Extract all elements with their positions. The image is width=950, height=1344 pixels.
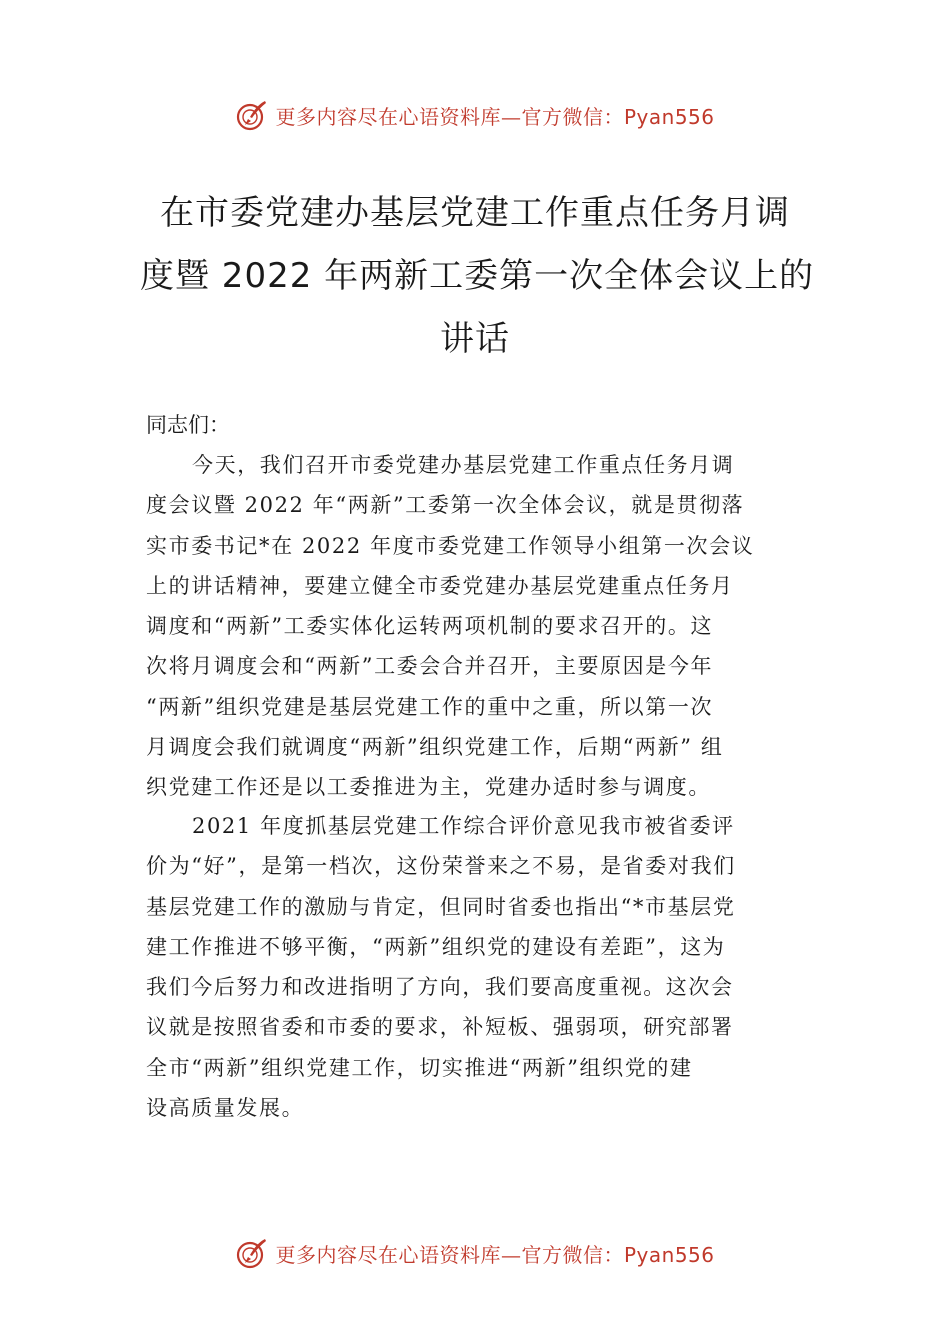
- salutation: 同志们：: [146, 413, 230, 437]
- watermark-wechat-label: —官方微信：: [500, 104, 624, 129]
- quill-seal-icon: [235, 98, 269, 132]
- text-line: 月调度会我们就调度“两新”组织党建工作，后期“两新” 组: [146, 735, 724, 760]
- text-line: “两新”组织党建是基层党建工作的重中之重，所以第一次: [146, 694, 714, 719]
- text-line: 我们今后努力和改进指明了方向，我们要高度重视。这次会: [146, 975, 734, 1000]
- text-line: 今天，我们召开市委党建办基层党建工作重点任务月调: [192, 453, 735, 477]
- title-line: 讲话: [440, 319, 510, 359]
- text-line: 建工作推进不够平衡，“两新”组织党的建设有差距”，这为: [146, 934, 726, 959]
- text-line: 调度和“两新”工委实体化运转两项机制的要求召开的。这: [146, 614, 714, 639]
- paragraph-1: [146, 445, 816, 808]
- watermark-library-name: 更多内容尽在心语资料库: [275, 1242, 501, 1267]
- header-watermark: [0, 95, 950, 135]
- text-line: 度会议暨 2022 年“两新”工委第一次全体会议，就是贯彻落: [146, 493, 745, 518]
- text-line: 上的讲话精神，要建立健全市委党建办基层党建重点任务月: [146, 573, 734, 598]
- quill-seal-icon: [235, 1236, 269, 1270]
- text-line: 2021 年度抓基层党建工作综合评价意见我市被省委评: [192, 814, 735, 838]
- text-line: 价为“好”，是第一档次，这份荣誉来之不易，是省委对我们: [146, 854, 736, 879]
- watermark-text: [275, 1239, 714, 1268]
- watermark-wechat-id: Pyan556: [623, 1242, 715, 1267]
- text-line: 基层党建工作的激励与肯定，但同时省委也指出“*市基层党: [146, 894, 736, 919]
- text-line: 全市“两新”组织党建工作，切实推进“两新”组织党的建: [146, 1055, 693, 1080]
- text-line: 次将月调度会和“两新”工委会合并召开，主要原因是今年: [146, 654, 714, 679]
- text-line: 设高质量发展。: [146, 1096, 305, 1121]
- title-line: 在市委党建办基层党建工作重点任务月调: [160, 193, 790, 233]
- text-line: 织党建工作还是以工委推进为主，党建办适时参与调度。: [146, 775, 711, 800]
- text-line: 实市委书记*在 2022 年度市委党建工作领导小组第一次会议: [146, 533, 755, 558]
- watermark-library-name: 更多内容尽在心语资料库: [275, 104, 501, 129]
- text-line: 议就是按照省委和市委的要求，补短板、强弱项，研究部署: [146, 1015, 734, 1040]
- watermark-wechat-id: Pyan556: [623, 104, 715, 129]
- document-title: [140, 182, 815, 371]
- watermark-text: [275, 101, 714, 130]
- watermark-wechat-label: —官方微信：: [500, 1242, 624, 1267]
- footer-watermark: [0, 1233, 950, 1273]
- paragraph-2: [146, 806, 816, 1128]
- title-line: 度暨 2022 年两新工委第一次全体会议上的: [140, 256, 815, 296]
